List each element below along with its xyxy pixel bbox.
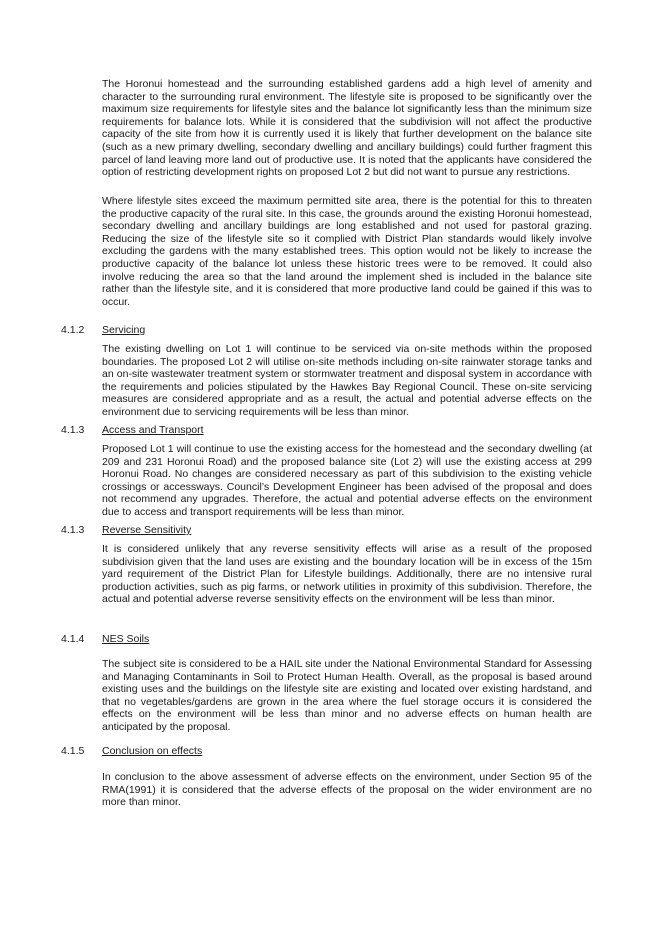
section-body-access: Proposed Lot 1 will continue to use the existing access for the homestead and the secondary dwelling (at 209 and 231 Horonui Road) and the proposed balance site (Lot 2) will use the existing access at 299 Horonui Road. No changes are considered necessary as part of this subdivision to the existing vehicle crossings or accessways. Council’s Development Engineer has been advised of the proposal and does not recommend any upgrades. Therefore, the actual and potential adverse effects on the environment due to access and transport requirements will be less than minor. xyxy=(102,443,592,518)
section-number: 4.1.4 xyxy=(61,633,85,645)
section-body-nes-soils: The subject site is considered to be a HAIL site under the National Environmental Standard for Assessing and Managing Contaminants in Soil to Protect Human Health. Overall, as the proposal is based around existing uses and the buildings on the lifestyle site are existing and located over existing hardstand, and that no vegetables/gardens are grown in the area where the fuel storage occurs it is considered the effects on the environment will be less than minor and no adverse effects on human health are anticipated by the proposal. xyxy=(102,658,592,733)
section-body-conclusion: In conclusion to the above assessment of adverse effects on the environment, under Section 95 of the RMA(1991) it is considered that the adverse effects of the proposal on the wider environment are no more than minor. xyxy=(102,771,592,809)
section-heading: Access and Transport xyxy=(102,424,204,436)
section-body-reverse-sensitivity: It is considered unlikely that any reverse sensitivity effects will arise as a result of the proposed subdivision given that the land uses are existing and the boundary location will be in excess of the 15m yard requirement of the District Plan for Lifestyle buildings. Additionally, there are no intensive rural production activities, such as pig farms, or network utilities in proximity of this subdivision. Therefore, the actual and potential adverse reverse sensitivity effects on the environment will be less than minor. xyxy=(102,543,592,606)
section-number: 4.1.5 xyxy=(61,745,85,757)
section-heading: Conclusion on effects xyxy=(102,745,203,757)
section-number: 4.1.3 xyxy=(61,524,85,536)
section-body-servicing: The existing dwelling on Lot 1 will continue to be serviced via on-site methods within the proposed boundaries. The proposed Lot 2 will utilise on-site methods including on-site rainwater storage tanks and an on-site wastewater treatment system or stormwater treatment and disposal system in accordance with the requirements and policies stipulated by the Hawkes Bay Regional Council. These on-site servicing measures are considered appropriate and as a result, the actual and potential adverse effects on the environment due to servicing requirements will be less than minor. xyxy=(102,343,592,418)
intro-paragraph-2: Where lifestyle sites exceed the maximum permitted site area, there is the potential for this to threaten the productive capacity of the rural site. In this case, the grounds around the existing Horonui homestead, secondary dwelling and ancillary buildings are long established and not used for pastoral grazing. Reducing the size of the lifestyle site so it complied with District Plan standards would likely involve excluding the gardens with the many established trees. This option would not be likely to increase the productive capacity of the balance lot unless these historic trees were to be removed. It could also involve reducing the area so that the land around the implement shed is included in the balance site rather than the lifestyle site, and it is considered that more productive land could be gained if this was to occur. xyxy=(102,195,592,308)
section-heading: NES Soils xyxy=(102,633,150,645)
intro-paragraph-1: The Horonui homestead and the surrounding established gardens add a high level of amenity and character to the surrounding rural environment. The lifestyle site is proposed to be significantly over the maximum size requirements for lifestyle sites and the balance lot significantly less than the minimum size requirements for balance lots. While it is considered that the subdivision will not affect the productive capacity of the site from how it is currently used it is likely that further development on the balance site (such as a new primary dwelling, secondary dwelling and ancillary buildings) could further fragment this parcel of land leaving more land out of productive use. It is noted that the applicants have considered the option of restricting development rights on proposed Lot 2 but did not want to pursue any restrictions. xyxy=(102,78,592,179)
section-heading: Reverse Sensitivity xyxy=(102,524,192,536)
section-number: 4.1.3 xyxy=(61,424,85,436)
section-number: 4.1.2 xyxy=(61,324,85,336)
section-heading: Servicing xyxy=(102,324,146,336)
